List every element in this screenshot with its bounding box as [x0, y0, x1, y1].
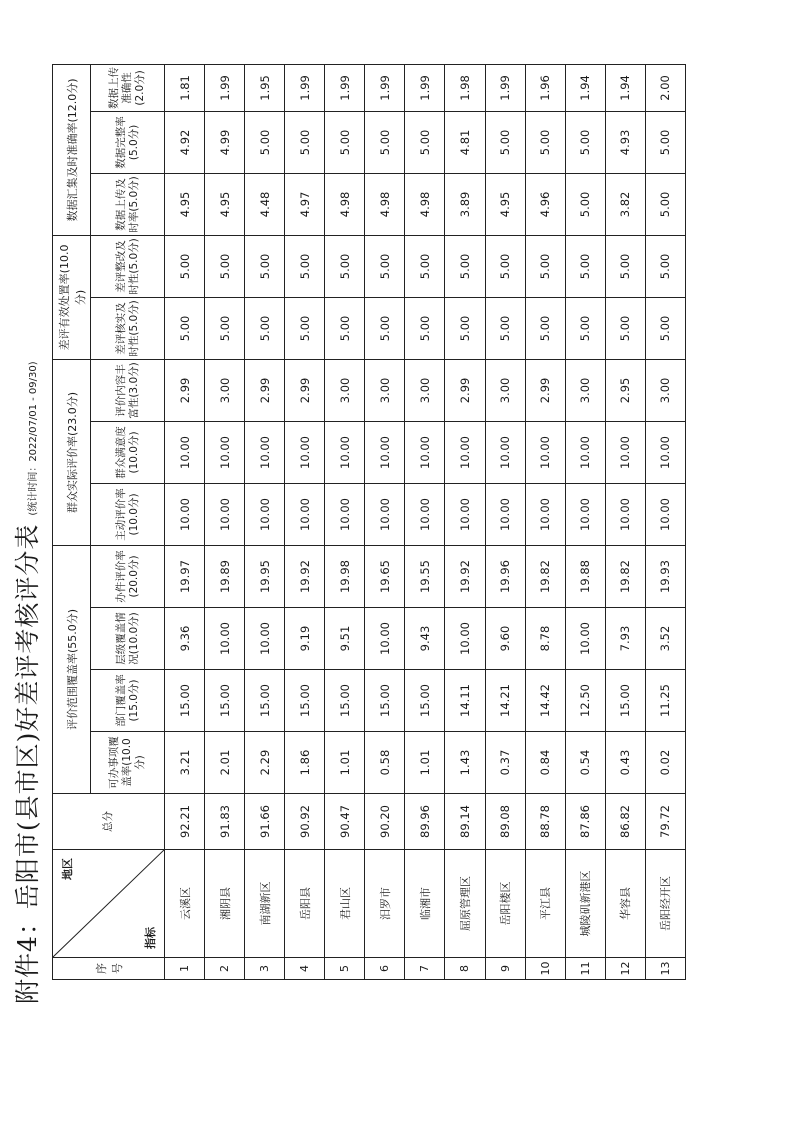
region-label: 地区	[61, 858, 74, 880]
row-region: 岳阳县	[285, 850, 325, 958]
cell-upload-accuracy: 1.99	[485, 64, 525, 111]
col-rectify-timeliness: 差评整改及时性(5.0分)	[91, 235, 165, 297]
cell-satisfaction: 10.00	[285, 421, 325, 483]
cell-upload-accuracy: 2.00	[645, 64, 685, 111]
cell-rectify-timeliness: 5.00	[605, 235, 645, 297]
cell-case-evaluation: 19.89	[205, 545, 245, 607]
cell-level-coverage: 7.93	[605, 608, 645, 670]
cell-upload-timeliness: 5.00	[565, 173, 605, 235]
cell-level-coverage: 10.00	[445, 608, 485, 670]
table-row	[485, 64, 525, 979]
cell-active-evaluation: 10.00	[205, 483, 245, 545]
cell-case-evaluation: 19.55	[405, 545, 445, 607]
group-negative-handling: 差评有效处置率(10.0分)	[53, 235, 91, 359]
cell-data-completeness: 4.81	[445, 111, 485, 173]
cell-rectify-timeliness: 5.00	[245, 235, 285, 297]
row-seq: 10	[525, 958, 565, 980]
cell-level-coverage: 10.00	[245, 608, 285, 670]
table-row	[565, 64, 605, 979]
cell-active-evaluation: 10.00	[645, 483, 685, 545]
cell-active-evaluation: 10.00	[285, 483, 325, 545]
cell-dept-coverage: 15.00	[325, 670, 365, 732]
col-upload-timeliness: 数据上传及时率(5.0分)	[91, 173, 165, 235]
cell-active-evaluation: 10.00	[405, 483, 445, 545]
cell-satisfaction: 10.00	[245, 421, 285, 483]
cell-case-evaluation: 19.65	[365, 545, 405, 607]
cell-satisfaction: 10.00	[365, 421, 405, 483]
cell-item-coverage: 2.01	[205, 732, 245, 794]
cell-content-richness: 2.99	[165, 359, 205, 421]
table-row	[405, 64, 445, 979]
cell-verify-timeliness: 5.00	[285, 297, 325, 359]
cell-upload-accuracy: 1.94	[605, 64, 645, 111]
cell-data-completeness: 4.92	[165, 111, 205, 173]
cell-verify-timeliness: 5.00	[605, 297, 645, 359]
row-seq: 2	[205, 958, 245, 980]
cell-rectify-timeliness: 5.00	[165, 235, 205, 297]
col-case-evaluation: 办件评价率(20.0分)	[91, 545, 165, 607]
row-region: 君山区	[325, 850, 365, 958]
row-seq: 12	[605, 958, 645, 980]
group-coverage: 评价范围覆盖率(55.0分)	[53, 545, 91, 793]
cell-level-coverage: 9.19	[285, 608, 325, 670]
cell-rectify-timeliness: 5.00	[205, 235, 245, 297]
col-verify-timeliness: 差评核实及时性(5.0分)	[91, 297, 165, 359]
cell-level-coverage: 8.78	[525, 608, 565, 670]
cell-verify-timeliness: 5.00	[565, 297, 605, 359]
cell-case-evaluation: 19.92	[445, 545, 485, 607]
cell-dept-coverage: 14.11	[445, 670, 485, 732]
cell-satisfaction: 10.00	[405, 421, 445, 483]
cell-content-richness: 3.00	[205, 359, 245, 421]
indicator-region-header	[53, 850, 165, 958]
cell-upload-timeliness: 4.97	[285, 173, 325, 235]
cell-dept-coverage: 15.00	[205, 670, 245, 732]
cell-level-coverage: 10.00	[365, 608, 405, 670]
cell-dept-coverage: 11.25	[645, 670, 685, 732]
row-total: 87.86	[565, 794, 605, 850]
cell-satisfaction: 10.00	[485, 421, 525, 483]
cell-data-completeness: 4.99	[205, 111, 245, 173]
cell-verify-timeliness: 5.00	[205, 297, 245, 359]
cell-upload-timeliness: 4.98	[405, 173, 445, 235]
seq-header: 序号	[53, 958, 165, 980]
cell-upload-accuracy: 1.99	[285, 64, 325, 111]
cell-active-evaluation: 10.00	[485, 483, 525, 545]
table-body	[165, 64, 686, 979]
table-row	[525, 64, 565, 979]
cell-level-coverage: 9.43	[405, 608, 445, 670]
cell-data-completeness: 5.00	[485, 111, 525, 173]
cell-upload-timeliness: 5.00	[645, 173, 685, 235]
col-data-completeness: 数据完整率(5.0分)	[91, 111, 165, 173]
cell-data-completeness: 5.00	[565, 111, 605, 173]
cell-data-completeness: 5.00	[645, 111, 685, 173]
cell-upload-timeliness: 4.95	[165, 173, 205, 235]
table-row	[205, 64, 245, 979]
cell-item-coverage: 1.86	[285, 732, 325, 794]
row-total: 92.21	[165, 794, 205, 850]
cell-verify-timeliness: 5.00	[365, 297, 405, 359]
cell-item-coverage: 0.84	[525, 732, 565, 794]
col-level-coverage: 层级覆盖情况(10.0分)	[91, 608, 165, 670]
cell-case-evaluation: 19.82	[525, 545, 565, 607]
cell-upload-accuracy: 1.81	[165, 64, 205, 111]
row-seq: 1	[165, 958, 205, 980]
row-total: 91.66	[245, 794, 285, 850]
cell-rectify-timeliness: 5.00	[485, 235, 525, 297]
cell-rectify-timeliness: 5.00	[365, 235, 405, 297]
cell-verify-timeliness: 5.00	[525, 297, 565, 359]
cell-case-evaluation: 19.96	[485, 545, 525, 607]
cell-upload-accuracy: 1.98	[445, 64, 485, 111]
cell-verify-timeliness: 5.00	[165, 297, 205, 359]
cell-satisfaction: 10.00	[445, 421, 485, 483]
row-region: 汨罗市	[365, 850, 405, 958]
table-row	[645, 64, 685, 979]
cell-active-evaluation: 10.00	[525, 483, 565, 545]
document-title: 附件4：岳阳市(县市区)好差评考核评分表	[13, 523, 42, 1004]
row-seq: 13	[645, 958, 685, 980]
row-seq: 7	[405, 958, 445, 980]
col-active-evaluation: 主动评价率(10.0分)	[91, 483, 165, 545]
cell-active-evaluation: 10.00	[565, 483, 605, 545]
row-seq: 9	[485, 958, 525, 980]
row-region: 城陵矶新港区	[565, 850, 605, 958]
table-row	[365, 64, 405, 979]
cell-dept-coverage: 14.42	[525, 670, 565, 732]
cell-verify-timeliness: 5.00	[645, 297, 685, 359]
cell-rectify-timeliness: 5.00	[645, 235, 685, 297]
cell-satisfaction: 10.00	[645, 421, 685, 483]
col-dept-coverage: 部门覆盖率(15.0分)	[91, 670, 165, 732]
cell-level-coverage: 10.00	[205, 608, 245, 670]
cell-active-evaluation: 10.00	[245, 483, 285, 545]
statistics-period: (统计时间：2022/07/01 - 09/30)	[28, 361, 39, 516]
cell-upload-timeliness: 3.89	[445, 173, 485, 235]
cell-upload-accuracy: 1.99	[325, 64, 365, 111]
row-total: 89.08	[485, 794, 525, 850]
cell-case-evaluation: 19.82	[605, 545, 645, 607]
row-seq: 6	[365, 958, 405, 980]
cell-upload-timeliness: 4.95	[485, 173, 525, 235]
cell-rectify-timeliness: 5.00	[445, 235, 485, 297]
cell-verify-timeliness: 5.00	[325, 297, 365, 359]
row-seq: 3	[245, 958, 285, 980]
cell-item-coverage: 3.21	[165, 732, 205, 794]
row-total: 88.78	[525, 794, 565, 850]
row-region: 屈原管理区	[445, 850, 485, 958]
cell-dept-coverage: 15.00	[365, 670, 405, 732]
cell-dept-coverage: 15.00	[245, 670, 285, 732]
col-content-richness: 评价内容丰富性(3.0分)	[91, 359, 165, 421]
cell-case-evaluation: 19.98	[325, 545, 365, 607]
cell-case-evaluation: 19.95	[245, 545, 285, 607]
cell-level-coverage: 9.60	[485, 608, 525, 670]
cell-item-coverage: 1.43	[445, 732, 485, 794]
cell-content-richness: 2.99	[525, 359, 565, 421]
cell-active-evaluation: 10.00	[605, 483, 645, 545]
row-region: 岳阳楼区	[485, 850, 525, 958]
group-data-accuracy: 数据汇集及时准确率(12.0分)	[53, 64, 91, 235]
cell-rectify-timeliness: 5.00	[325, 235, 365, 297]
row-total: 90.47	[325, 794, 365, 850]
cell-content-richness: 3.00	[365, 359, 405, 421]
cell-data-completeness: 5.00	[405, 111, 445, 173]
cell-case-evaluation: 19.92	[285, 545, 325, 607]
cell-satisfaction: 10.00	[525, 421, 565, 483]
cell-satisfaction: 10.00	[605, 421, 645, 483]
cell-rectify-timeliness: 5.00	[405, 235, 445, 297]
cell-item-coverage: 0.02	[645, 732, 685, 794]
cell-upload-accuracy: 1.95	[245, 64, 285, 111]
cell-active-evaluation: 10.00	[365, 483, 405, 545]
cell-content-richness: 2.99	[285, 359, 325, 421]
row-region: 华容县	[605, 850, 645, 958]
cell-item-coverage: 0.58	[365, 732, 405, 794]
cell-upload-timeliness: 4.98	[365, 173, 405, 235]
cell-content-richness: 3.00	[325, 359, 365, 421]
cell-data-completeness: 5.00	[325, 111, 365, 173]
row-region: 云溪区	[165, 850, 205, 958]
cell-content-richness: 3.00	[645, 359, 685, 421]
cell-case-evaluation: 19.93	[645, 545, 685, 607]
row-total: 90.20	[365, 794, 405, 850]
cell-dept-coverage: 15.00	[165, 670, 205, 732]
row-seq: 8	[445, 958, 485, 980]
cell-content-richness: 2.99	[245, 359, 285, 421]
row-total: 89.96	[405, 794, 445, 850]
row-total: 89.14	[445, 794, 485, 850]
cell-upload-timeliness: 4.98	[325, 173, 365, 235]
cell-item-coverage: 0.54	[565, 732, 605, 794]
cell-dept-coverage: 15.00	[405, 670, 445, 732]
cell-upload-accuracy: 1.94	[565, 64, 605, 111]
table-row	[445, 64, 485, 979]
row-region: 临湘市	[405, 850, 445, 958]
row-seq: 11	[565, 958, 605, 980]
cell-rectify-timeliness: 5.00	[565, 235, 605, 297]
cell-item-coverage: 0.37	[485, 732, 525, 794]
table-row	[245, 64, 285, 979]
cell-level-coverage: 3.52	[645, 608, 685, 670]
cell-data-completeness: 4.93	[605, 111, 645, 173]
row-region: 湘阴县	[205, 850, 245, 958]
cell-data-completeness: 5.00	[365, 111, 405, 173]
cell-verify-timeliness: 5.00	[405, 297, 445, 359]
cell-upload-accuracy: 1.99	[405, 64, 445, 111]
row-region: 南湖新区	[245, 850, 285, 958]
total-header: 总分	[53, 794, 165, 850]
cell-rectify-timeliness: 5.00	[285, 235, 325, 297]
cell-content-richness: 3.00	[485, 359, 525, 421]
cell-active-evaluation: 10.00	[445, 483, 485, 545]
cell-data-completeness: 5.00	[285, 111, 325, 173]
cell-upload-accuracy: 1.99	[365, 64, 405, 111]
table-row	[165, 64, 205, 979]
group-actual-evaluation: 群众实际评价率(23.0分)	[53, 359, 91, 545]
cell-upload-timeliness: 4.48	[245, 173, 285, 235]
cell-verify-timeliness: 5.00	[445, 297, 485, 359]
table-row	[325, 64, 365, 979]
cell-verify-timeliness: 5.00	[245, 297, 285, 359]
cell-dept-coverage: 14.21	[485, 670, 525, 732]
cell-upload-accuracy: 1.99	[205, 64, 245, 111]
cell-content-richness: 3.00	[565, 359, 605, 421]
cell-verify-timeliness: 5.00	[485, 297, 525, 359]
row-region: 平江县	[525, 850, 565, 958]
cell-level-coverage: 10.00	[565, 608, 605, 670]
table-row	[605, 64, 645, 979]
cell-upload-timeliness: 3.82	[605, 173, 645, 235]
table-row	[285, 64, 325, 979]
col-item-coverage: 可办事项覆盖率(10.0分)	[91, 732, 165, 794]
cell-dept-coverage: 15.00	[605, 670, 645, 732]
col-upload-accuracy: 数据上传准确性(2.0分)	[91, 64, 165, 111]
cell-case-evaluation: 19.97	[165, 545, 205, 607]
col-satisfaction: 群众满意度(10.0分)	[91, 421, 165, 483]
row-total: 79.72	[645, 794, 685, 850]
cell-dept-coverage: 12.50	[565, 670, 605, 732]
cell-upload-timeliness: 4.96	[525, 173, 565, 235]
cell-content-richness: 3.00	[405, 359, 445, 421]
indicator-label: 指标	[144, 927, 157, 949]
cell-item-coverage: 0.43	[605, 732, 645, 794]
cell-upload-accuracy: 1.96	[525, 64, 565, 111]
cell-active-evaluation: 10.00	[325, 483, 365, 545]
cell-level-coverage: 9.51	[325, 608, 365, 670]
row-seq: 5	[325, 958, 365, 980]
cell-data-completeness: 5.00	[525, 111, 565, 173]
cell-dept-coverage: 15.00	[285, 670, 325, 732]
cell-level-coverage: 9.36	[165, 608, 205, 670]
row-total: 86.82	[605, 794, 645, 850]
cell-item-coverage: 1.01	[325, 732, 365, 794]
cell-content-richness: 2.95	[605, 359, 645, 421]
cell-satisfaction: 10.00	[205, 421, 245, 483]
title-row	[8, 361, 44, 1004]
cell-item-coverage: 2.29	[245, 732, 285, 794]
cell-item-coverage: 1.01	[405, 732, 445, 794]
cell-rectify-timeliness: 5.00	[525, 235, 565, 297]
cell-data-completeness: 5.00	[245, 111, 285, 173]
row-total: 90.92	[285, 794, 325, 850]
cell-satisfaction: 10.00	[325, 421, 365, 483]
score-table	[52, 64, 686, 980]
row-region: 岳阳经开区	[645, 850, 685, 958]
cell-case-evaluation: 19.88	[565, 545, 605, 607]
cell-satisfaction: 10.00	[165, 421, 205, 483]
cell-active-evaluation: 10.00	[165, 483, 205, 545]
cell-content-richness: 2.99	[445, 359, 485, 421]
row-total: 91.83	[205, 794, 245, 850]
cell-satisfaction: 10.00	[565, 421, 605, 483]
row-seq: 4	[285, 958, 325, 980]
cell-upload-timeliness: 4.95	[205, 173, 245, 235]
